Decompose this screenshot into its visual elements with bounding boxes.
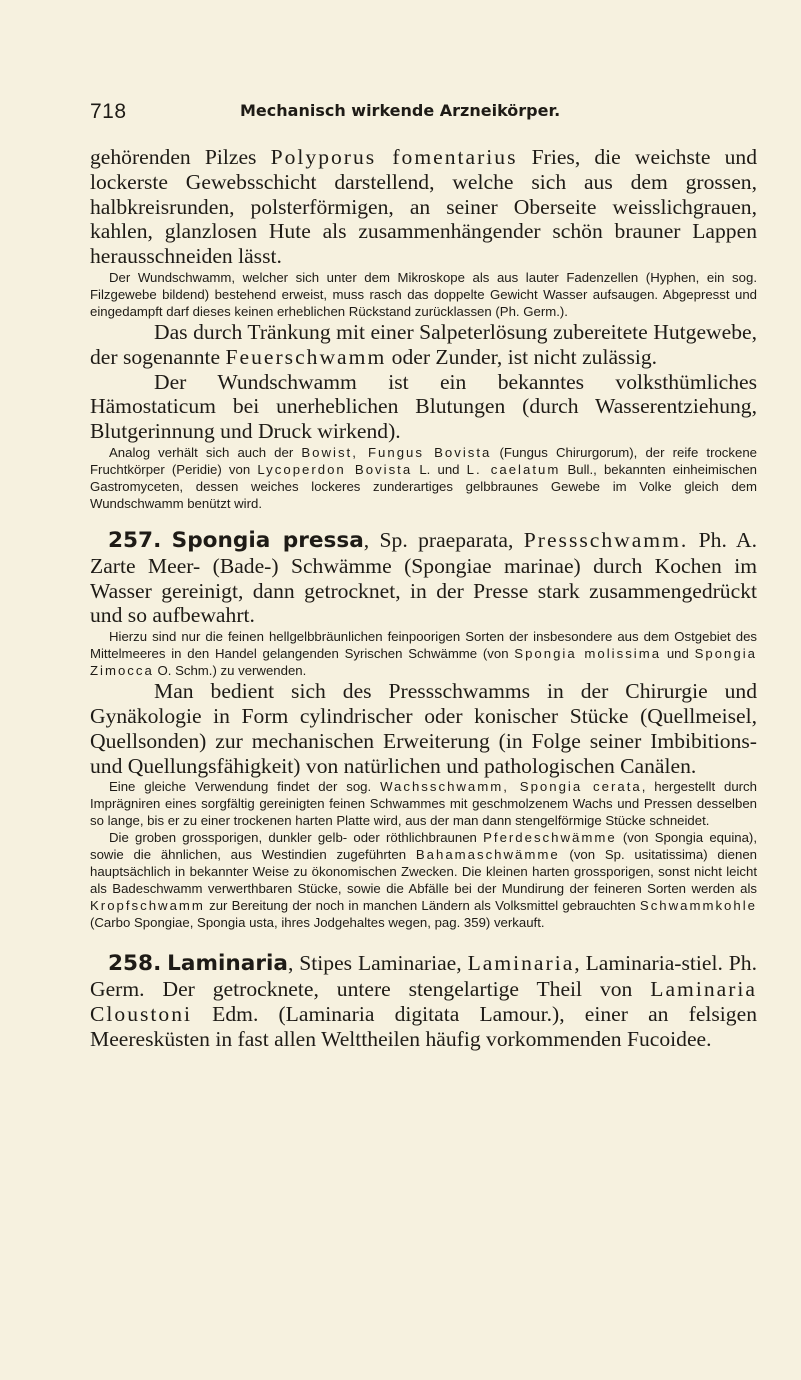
paragraph-haemostaticum: Der Wundschwamm ist ein bekanntes volksthümliches Hämostaticum bei unerheblichen Blutungen (durch Wasserentziehung, Blutgerinnung und Druck wirkend). [90, 369, 757, 444]
note-bowist: Analog verhält sich auch der Bowist, Fungus Bovista (Fungus Chirurgorum), der reife trockene Fruchtkörper (Peridie) von Lycoperdon Bovista L. und L. caelatum Bull., bekannten einheimischen Gastromyceten, dessen weiches lockeres zunderartiges gelbbraunes Gewebe im Volke gleich dem Wundschwamm benützt wird. [90, 444, 757, 511]
term-laminaria-cloustoni: Laminaria Cloustoni [90, 977, 757, 1026]
entry-title: Spongia pressa [171, 527, 364, 553]
term-lycoperdon: Lycoperdon Bovista [257, 461, 413, 477]
entry-title: Laminaria [167, 951, 288, 977]
term-laminaria: Laminaria [467, 951, 575, 976]
term-feuerschwamm: Feuerschwamm [225, 344, 387, 369]
note-syrische-schwaemme: Hierzu sind nur die feinen hellgelbbräunlichen feinpoorigen Sorten der insbesondere aus dem Ostgebiet des Mittelmeeres in den Handel gelangenden Syrischen Schwämme (von Spongia molissima und Spongia Zimocca O. Schm.) zu verwenden. [90, 629, 757, 679]
note-wachsschwamm: Eine gleiche Verwendung findet der sog. Wachsschwamm, Spongia cerata, hergestellt durch Imprägniren eines sorgfältig gereinigten feinen Schwammes mit geschmolzenem Wachs und Pressen desselben so lange, bis er zu einer trockenen harten Platte wird, aus der man dann stengelförmige Stücke schneidet. [90, 779, 757, 829]
term-polyporus: Polyporus fomentarius [270, 145, 518, 169]
note-wundschwamm-test: Der Wundschwamm, welcher sich unter dem Mikroskope als aus lauter Fadenzellen (Hyphen, ein sog. Filzgewebe bildend) bestehend erweist, muss rasch das doppelte Gewicht Wasser aufsaugen. Abgepresst und eingedampft darf dieses keinen erheblichen Rückstand zurücklassen (Ph. Germ.). [90, 269, 757, 319]
term-bahamaschwaemme: Bahamaschwämme [415, 847, 560, 863]
term-kropfschwamm: Kropfschwamm [90, 898, 205, 914]
entry-number: 257. [108, 527, 162, 553]
entry-258: 258. Laminaria, Stipes Laminariae, Laminaria, Laminaria-stiel. Ph. Germ. Der getrocknete, untere stengelartige Theil von Laminaria Cloustoni Edm. (Laminaria digitata Lamour.), einer an felsigen Meeresküsten in fast allen Welttheilen häufig vorkommenden Fucoidee. [90, 951, 757, 1051]
paragraph-pressschwamm-use: Man bedient sich des Pressschwamms in der Chirurgie und Gynäkologie in Form cylindrischer oder konischer Stücke (Quellmeisel, Quellsonden) zur mechanischen Erweiterung (in Folge seiner Imbibitions- und Quellungsfähigkeit) von natürlichen und pathologischen Canälen. [90, 679, 757, 778]
term-spongia-molissima: Spongia molissima [514, 646, 662, 662]
term-wachsschwamm: Wachsschwamm, Spongia cerata [380, 779, 642, 795]
term-schwammkohle: Schwammkohle [639, 898, 757, 914]
term-pressschwamm: Pressschwamm. [523, 527, 689, 552]
term-caelatum: L. caelatum [466, 461, 561, 477]
term-pferdeschwaemme: Pferdeschwämme [483, 830, 617, 846]
spacer [90, 931, 757, 951]
term-bowist: Bowist, Fungus Bovista [301, 444, 492, 460]
paragraph-feuerschwamm: Das durch Tränkung mit einer Salpeterlösung zubereitete Hutgewebe, der sogenannte Feuerschwamm oder Zunder, ist nicht zulässig. [90, 319, 757, 369]
note-pferdeschwaemme: Die groben grossporigen, dunkler gelb- oder röthlichbraunen Pferdeschwämme (von Spongia equina), sowie die ähnlichen, aus Westindien zugeführten Bahamaschwämme (von Sp. usitatissima) dienen hauptsächlich in bekannter Weise zu ökonomischen Zwecken. Die kleinen harten grossporigen, sonst nicht leicht als Badeschwamm verwerthbaren Stücke, sowie die Abfälle bei der Mundirung der feineren Sorten werden als Kropfschwamm zur Bereitung der noch in manchen Ländern als Volksmittel gebrauchten Schwammkohle (Carbo Spongiae, Spongia usta, ihres Jodgehaltes wegen, pag. 359) verkauft. [90, 830, 757, 931]
page-header-title: Mechanisch wirkende Arzneikörper. [240, 101, 561, 120]
term-spongia-zimocca: Spongia Zimocca [90, 646, 757, 679]
entry-number: 258. [108, 951, 162, 977]
page-number: 718 [90, 100, 127, 123]
page-body [90, 145, 757, 1052]
entry-257: 257. Spongia pressa, Sp. praeparata, Pressschwamm. Ph. A. Zarte Meer- (Bade-) Schwämme (Spongiae marinae) durch Kochen im Wasser gereinigt, dann getrocknet, in der Presse stark zusammengedrückt und so aufbewahrt. [90, 527, 758, 628]
running-head [90, 98, 757, 128]
paragraph-polyporus: gehörenden Pilzes Polyporus fomentarius Fries, die weichste und lockerste Gewebsschicht darstellend, welche sich aus dem grossen, halbkreisrunden, polsterförmigen, an seiner Oberseite weisslichgrauen, kahlen, glanzlosen Hute als zusammenhängender schön brauner Lappen herausschneiden lässt. [90, 145, 757, 269]
spacer [90, 512, 757, 528]
